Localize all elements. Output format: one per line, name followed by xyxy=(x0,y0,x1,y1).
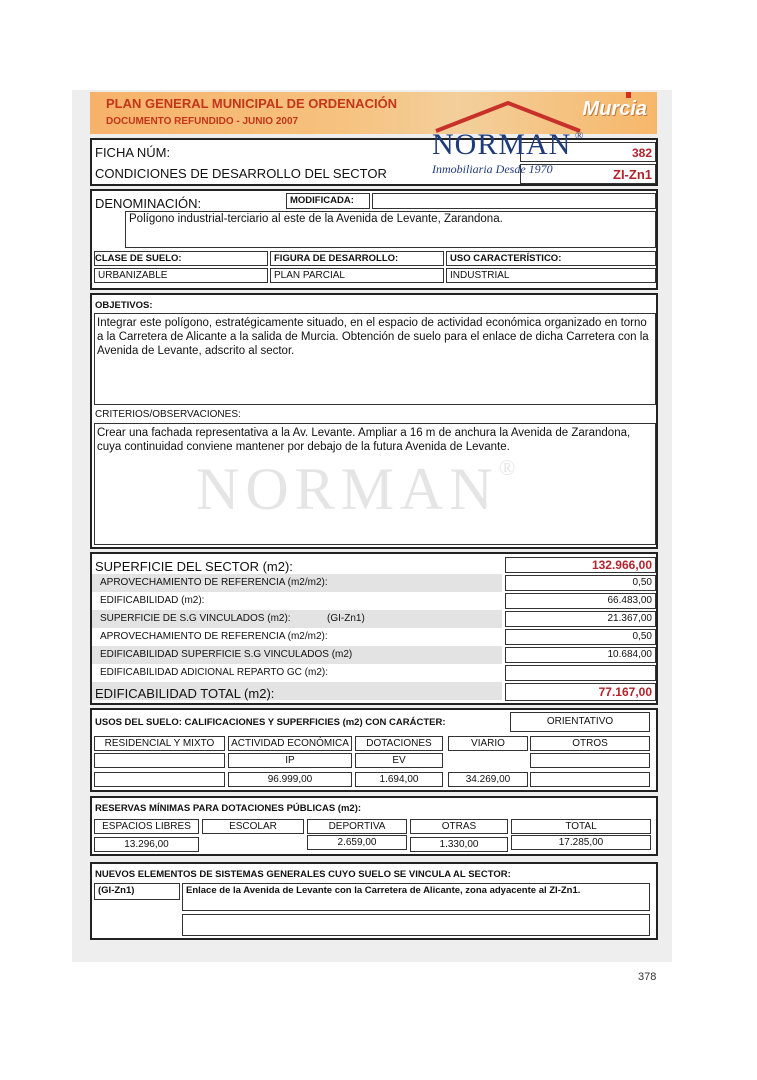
denominacion-label: DENOMINACIÓN: xyxy=(95,196,202,211)
superficie-row-value-box xyxy=(505,611,656,627)
total-edificabilidad-box xyxy=(505,683,656,701)
nuevos-code: (GI-Zn1) xyxy=(98,885,135,896)
superficie-row-value: 0,50 xyxy=(632,577,652,588)
reservas-value-cell xyxy=(202,837,304,852)
reservas-header-cell: DEPORTIVA xyxy=(307,819,407,834)
superficie-row-value: 10.684,00 xyxy=(607,649,652,660)
sector-surface-box xyxy=(505,557,656,573)
usos-code-cell xyxy=(530,753,650,768)
superficie-row-label: EDIFICABILIDAD (m2): xyxy=(100,595,205,606)
reservas-panel xyxy=(90,796,658,856)
reservas-header-cell: TOTAL xyxy=(511,819,651,834)
usos-value-cell xyxy=(530,772,650,787)
uso-label-box xyxy=(446,251,656,266)
reservas-label: RESERVAS MÍNIMAS PARA DOTACIONES PÚBLICAS (m2): xyxy=(95,803,362,814)
clase-value: URBANIZABLE xyxy=(98,270,168,281)
reservas-header-cell: ESCOLAR xyxy=(202,819,304,834)
superficie-row-label: APROVECHAMIENTO DE REFERENCIA (m2/m2): xyxy=(100,577,328,588)
superficie-row-extra: (GI-Zn1) xyxy=(327,613,365,624)
superficie-row-value-box xyxy=(505,665,656,681)
nuevos-text: Enlace de la Avenida de Levante con la Carretera de Alicante, zona adyacente al ZI-Zn1. xyxy=(186,885,581,896)
superficie-row-value: 21.367,00 xyxy=(607,613,652,624)
reservas-header-cell: ESPACIOS LIBRES xyxy=(94,819,199,834)
caracter-value: ORIENTATIVO xyxy=(546,716,614,727)
usos-value-cell: 34.269,00 xyxy=(448,772,528,787)
reservas-value-cell: 2.659,00 xyxy=(307,835,407,850)
watermark-registered: ® xyxy=(498,455,522,480)
superficie-row-value-box xyxy=(505,575,656,591)
denominacion-text: Polígono industrial-terciario al este de la Avenida de Levante, Zarandona. xyxy=(129,213,503,225)
usos-label: USOS DEL SUELO: CALIFICACIONES Y SUPERFICIES (m2) CON CARÁCTER: xyxy=(95,717,446,728)
superficie-row-value: 0,50 xyxy=(632,631,652,642)
figura-label: FIGURA DE DESARROLLO: xyxy=(274,253,399,264)
clase-label-line xyxy=(94,251,268,266)
usos-code-cell: IP xyxy=(228,753,352,768)
usos-code-cell xyxy=(448,753,528,768)
objetivos-label: OBJETIVOS: xyxy=(95,300,153,311)
usos-code-cell: EV xyxy=(355,753,443,768)
reservas-value-cell: 17.285,00 xyxy=(511,835,651,850)
superficie-row-label: EDIFICABILIDAD SUPERFICIE S.G VINCULADOS (m2) xyxy=(100,649,353,660)
superficie-row-label: EDIFICABILIDAD ADICIONAL REPARTO GC (m2): xyxy=(100,667,329,678)
modificada-label-box xyxy=(286,193,370,209)
ficha-label: FICHA NÚM: xyxy=(95,145,171,160)
logo-registered: ® xyxy=(575,130,584,142)
clase-label: CLASE DE SUELO: xyxy=(95,253,182,264)
uso-value: INDUSTRIAL xyxy=(450,270,510,281)
norman-watermark xyxy=(196,455,521,524)
nuevos-panel xyxy=(90,862,658,940)
superficie-row-value: 66.483,00 xyxy=(607,595,652,606)
clase-value-box xyxy=(94,268,268,283)
reservas-value-cell: 13.296,00 xyxy=(94,837,199,852)
uso-label: USO CARACTERÍSTICO: xyxy=(450,253,562,264)
objetivos-text: Integrar este polígono, estratégicamente situado, en el espacio de actividad económica organizado en torno a la Carretera de Alicante a la salida de Murcia. Obtención de suelo para el enlace de dicha Carretera con la Avenida de Levante, adscrito al sector. xyxy=(97,317,649,357)
usos-header-cell: DOTACIONES xyxy=(355,736,443,751)
conditions-label: CONDICIONES DE DESARROLLO DEL SECTOR xyxy=(95,166,387,181)
sector-surface-value: 132.966,00 xyxy=(591,558,652,572)
usos-header-cell: ACTIVIDAD ECONÓMICA xyxy=(228,736,352,751)
figura-value-box xyxy=(270,268,444,283)
usos-header-cell: VIARIO xyxy=(448,736,528,751)
nuevos-extra-box xyxy=(182,914,650,936)
document-subtitle: DOCUMENTO REFUNDIDO - JUNIO 2007 xyxy=(106,116,299,127)
nuevos-label: NUEVOS ELEMENTOS DE SISTEMAS GENERALES CUYO SUELO SE VINCULA AL SECTOR: xyxy=(95,869,511,880)
superficie-row-value-box xyxy=(505,593,656,609)
logo-brand: NORMAN xyxy=(432,128,572,161)
criterios-label: CRITERIOS/OBSERVACIONES: xyxy=(95,409,241,420)
sector-surface-label: SUPERFICIE DEL SECTOR (m2): xyxy=(95,559,293,574)
uso-value-box xyxy=(446,268,656,283)
reservas-header-cell: OTRAS xyxy=(410,819,508,834)
usos-value-cell: 1.694,00 xyxy=(355,772,443,787)
norman-logo xyxy=(430,100,590,182)
figura-label-box xyxy=(270,251,444,266)
ficha-number: 382 xyxy=(631,146,652,160)
watermark-text: NORMAN xyxy=(196,456,499,522)
usos-panel xyxy=(90,708,658,792)
sector-code: ZI-Zn1 xyxy=(613,167,652,182)
caracter-box xyxy=(510,712,650,732)
usos-value-cell: 96.999,00 xyxy=(228,772,352,787)
modificada-label: MODIFICADA: xyxy=(290,195,354,206)
usos-code-cell xyxy=(94,753,225,768)
superficie-row-value-box xyxy=(505,629,656,645)
usos-header-cell: RESIDENCIAL Y MIXTO xyxy=(94,736,225,751)
modificada-field xyxy=(372,193,656,209)
criterios-text: Crear una fachada representativa a la Av. Levante. Ampliar a 16 m de anchura la Avenida de Zarandona, cuya continuidad conviene mantener por debajo de la futura Avenida de Levante. xyxy=(97,427,631,453)
document-title: PLAN GENERAL MUNICIPAL DE ORDENACIÓN xyxy=(106,96,398,111)
denominacion-text-box xyxy=(125,211,656,248)
murcia-logo: Murcia xyxy=(582,98,647,120)
logo-tagline: Inmobiliaria Desde 1970 xyxy=(432,162,553,176)
usos-header-cell: OTROS xyxy=(530,736,650,751)
reservas-value-cell: 1.330,00 xyxy=(410,837,508,852)
superficie-row-label: APROVECHAMIENTO DE REFERENCIA (m2/m2): xyxy=(100,631,328,642)
denominacion-panel xyxy=(90,189,658,290)
total-edificabilidad-value: 77.167,00 xyxy=(598,685,652,699)
nuevos-text-box xyxy=(182,883,650,911)
superficie-panel xyxy=(90,552,658,705)
page-number: 378 xyxy=(638,971,657,983)
superficie-row-label: SUPERFICIE DE S.G VINCULADOS (m2): xyxy=(100,613,291,624)
nuevos-code-box xyxy=(94,883,180,900)
total-edificabilidad-label: EDIFICABILIDAD TOTAL (m2): xyxy=(95,686,275,701)
figura-value: PLAN PARCIAL xyxy=(274,270,345,281)
usos-value-cell xyxy=(94,772,225,787)
superficie-row-value-box xyxy=(505,647,656,663)
